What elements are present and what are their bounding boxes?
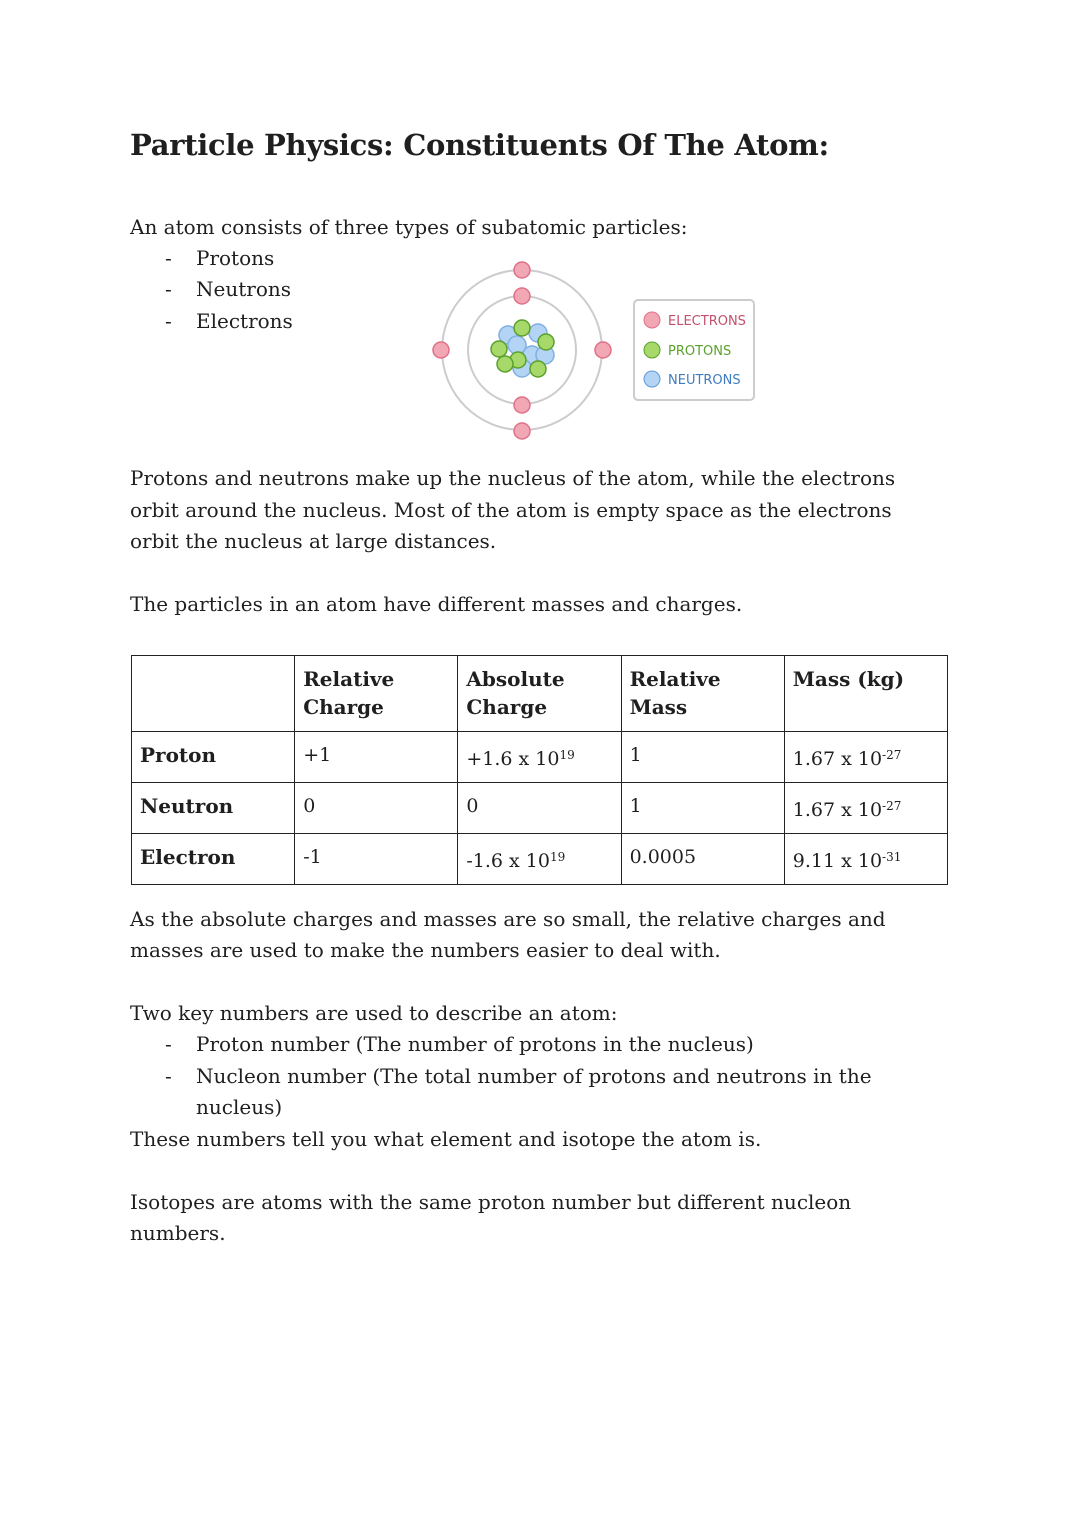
proton-icon	[644, 342, 660, 358]
list-item: - Nucleon number (The total number of protons and neutrons in the	[165, 1064, 872, 1088]
paragraph-line: Two key numbers are used to describe an atom:	[130, 1001, 618, 1025]
paragraph-line: orbit around the nucleus. Most of the atom is empty space as the electrons	[130, 498, 892, 522]
atom-diagram	[420, 255, 770, 445]
cell: -1	[295, 834, 458, 885]
cell: 0	[295, 783, 458, 834]
paragraph-line: Isotopes are atoms with the same proton number but different nucleon	[130, 1190, 852, 1214]
table-row	[132, 732, 948, 783]
list-item: - Proton number (The number of protons in the nucleus)	[165, 1032, 754, 1056]
cell: 1.67 x $10^{-27}$	[784, 732, 947, 783]
legend-electrons: ELECTRONS	[668, 314, 746, 329]
row-header: Proton	[132, 732, 295, 783]
electron-icon	[644, 312, 660, 328]
row-header: Electron	[132, 834, 295, 885]
legend-neutrons: NEUTRONS	[668, 373, 741, 388]
row-header: Neutron	[132, 783, 295, 834]
cell: 0.0005	[621, 834, 784, 885]
cell: -1.6 x $10^{19}$	[458, 834, 621, 885]
paragraph-line: These numbers tell you what element and isotope the atom is.	[130, 1127, 762, 1151]
header-cell	[132, 656, 295, 732]
table-row	[132, 783, 948, 834]
list-item-continuation: nucleus)	[196, 1095, 283, 1119]
intro-text: An atom consists of three types of subatomic particles:	[130, 215, 688, 239]
table-row	[132, 834, 948, 885]
paragraph-line: orbit the nucleus at large distances.	[130, 529, 497, 553]
cell: +1.6 x $10^{19}$	[458, 732, 621, 783]
header-cell: Mass (kg)	[784, 656, 947, 732]
paragraph-line: masses are used to make the numbers easier to deal with.	[130, 938, 721, 962]
cell: 9.11 x $10^{-31}$	[784, 834, 947, 885]
cell: 1	[621, 783, 784, 834]
header-cell: Absolute Charge	[458, 656, 621, 732]
list-item: - Electrons	[165, 309, 293, 333]
paragraph-line: The particles in an atom have different masses and charges.	[130, 592, 743, 616]
cell: 1.67 x $10^{-27}$	[784, 783, 947, 834]
list-item: - Protons	[165, 246, 275, 270]
cell: 1	[621, 732, 784, 783]
cell: +1	[295, 732, 458, 783]
header-cell: Relative Charge	[295, 656, 458, 732]
paragraph-line: numbers.	[130, 1221, 226, 1245]
list-item: - Neutrons	[165, 277, 291, 301]
nucleus	[491, 320, 554, 377]
legend-protons: PROTONS	[668, 344, 732, 359]
paragraph-line: Protons and neutrons make up the nucleus of the atom, while the electrons	[130, 466, 896, 490]
header-cell: Relative Mass	[621, 656, 784, 732]
neutron-icon	[644, 371, 660, 387]
page-title: Particle Physics: Constituents Of The Atom:	[130, 128, 829, 162]
cell: 0	[458, 783, 621, 834]
particle-table	[131, 655, 948, 885]
paragraph-line: As the absolute charges and masses are so small, the relative charges and	[130, 907, 886, 931]
table-header-row	[132, 656, 948, 732]
